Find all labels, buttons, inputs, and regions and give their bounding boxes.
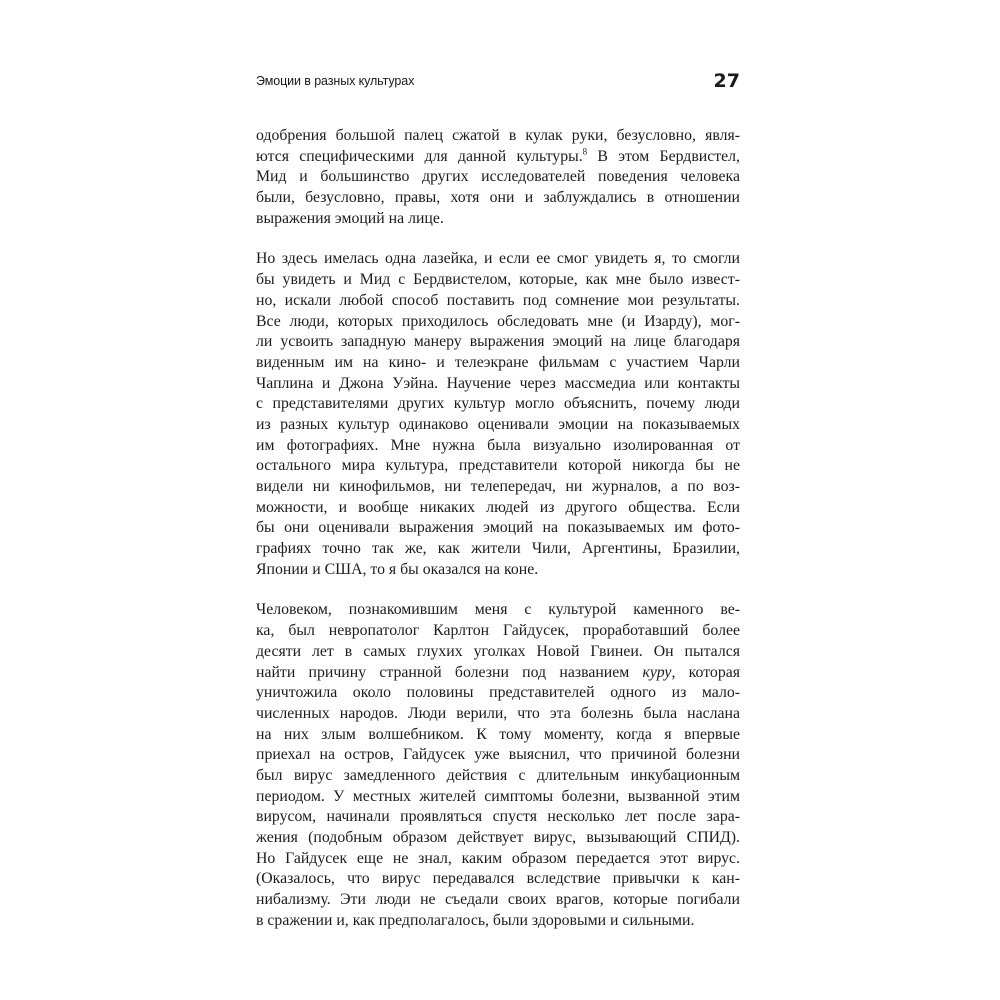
text-line: ка, был невропатолог Карлтон Гайдусек, проработавший более [256,622,740,640]
paragraph-spacing [256,580,740,600]
text-line: Японии и США, то я бы оказался на коне. [256,560,539,578]
text-line: ли усвоить западную манеру выражения эмоций на лице благодаря [256,333,740,351]
text-fragment: ются специфическими для данной культуры. [256,147,583,165]
page-number: 27 [713,70,740,92]
text-line: Но Гайдусек еще не знал, каким образом передается этот вирус. [256,849,740,867]
text-fragment: В этом Бердвистел, [587,147,741,165]
text-line: Мид и большинство других исследователей поведения человека [256,168,740,186]
text-fragment: , которая [671,663,741,681]
paragraph-spacing [256,229,740,249]
text-line: были, безусловно, правы, хотя они и заблуждались в отношении [256,189,740,207]
text-line: (Оказалось, что вирус передавался вследствие привычки к кан- [256,870,740,888]
body-text [256,126,740,931]
text-line: численных народов. Люди верили, что эта болезнь была наслана [256,704,740,722]
text-fragment: найти причину странной болезни под названием [256,663,630,681]
text-line: одобрения большой палец сжатой в кулак руки, безусловно, явля- [256,127,740,144]
footnote-reference[interactable]: 8 [582,146,588,157]
text-line [256,663,740,684]
text-line: им фотографиях. Мне нужна была визуально изолированная от [256,436,740,454]
text-line: Чаплина и Джона Уэйна. Научение через массмедиа или контакты [256,374,740,392]
text-line: бы увидеть и Мид с Бердвистелом, которые, как мне было извест- [256,271,740,289]
text-line: Человеком, познакомившим меня с культурой каменного ве- [256,601,740,619]
text-line [256,147,740,168]
chapter-running-title: Эмоции в разных культурах [256,74,415,88]
paragraph-3 [256,600,740,931]
text-line: приехал на остров, Гайдусек уже выяснил, что причиной болезни [256,746,740,764]
paragraph-1 [256,126,740,229]
text-line: вирусом, начинали проявляться спустя несколько лет после зара- [256,808,740,826]
italic-term: куру [642,663,672,681]
text-line: бы они оценивали выражения эмоций на показываемых им фото- [256,519,740,537]
text-line: Все люди, которых приходилось обследовать мне (и Изарду), мог- [256,312,740,330]
text-line: видели ни кинофильмов, ни телепередач, ни журналов, а по воз- [256,478,740,495]
text-line: периодом. У местных жителей симптомы болезни, вызванной этим [256,787,740,805]
text-line: жения (подобным образом действует вирус, вызывающий СПИД). [256,829,740,846]
running-header [256,70,740,94]
text-line: графиях точно так же, как жители Чили, Аргентины, Бразилии, [256,540,740,558]
text-line: в сражении и, как предполагалось, были здоровыми и сильными. [256,911,695,929]
text-line: но, искали любой способ поставить под сомнение мои результаты. [256,291,740,309]
text-line: на них злым волшебником. К тому моменту, когда я впервые [256,725,740,743]
text-line: был вирус замедленного действия с длительным инкубационным [256,766,740,784]
text-line: десяти лет в самых глухих уголках Новой Гвинеи. Он пытался [256,642,740,660]
text-line: остального мира культура, представители которой никогда бы не [256,457,740,475]
text-line: нибализму. Эти люди не съедали своих врагов, которые погибали [256,891,740,909]
paragraph-2 [256,249,740,580]
text-line: выражения эмоций на лице. [256,209,444,227]
text-line: Но здесь имелась одна лазейка, и если ее смог увидеть я, то смогли [256,250,740,268]
text-line: с представителями других культур могло объяснить, почему люди [256,395,740,413]
text-line: можности, и вообще никаких людей из другого общества. Если [256,498,740,516]
text-line: виденным им на кино- и телеэкране фильмам с участием Чарли [256,353,740,371]
text-line: из разных культур одинаково оценивали эмоции на показываемых [256,415,740,433]
text-line: уничтожила около половины представителей одного из мало- [256,684,740,702]
